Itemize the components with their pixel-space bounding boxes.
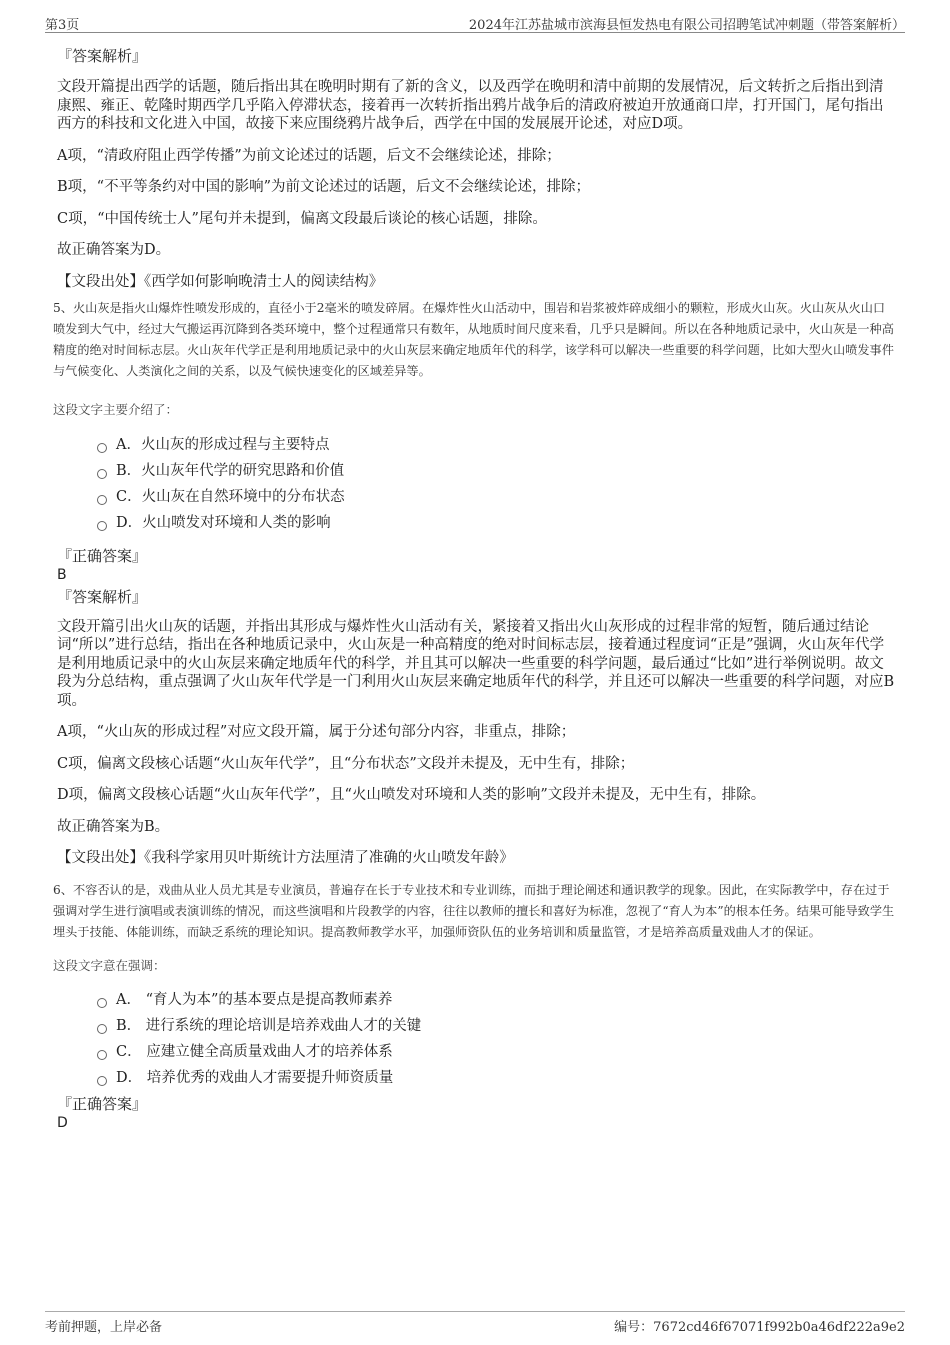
option-c-analysis: C项，偏离文段核心话题“火山灰年代学”，且“分布状态”文段并未提及，无中生有，排除； [57, 755, 635, 772]
page-content [53, 46, 895, 1135]
radio-icon[interactable] [97, 1050, 107, 1060]
option-a-analysis: A项，“火山灰的形成过程”对应文段开篇，属于分述句部分内容，非重点，排除； [57, 724, 576, 740]
option-c-analysis: C项，“中国传统士人”尾句并未提到，偏离文段最后谈论的核心话题，排除。 [57, 210, 547, 227]
page-footer [45, 1311, 905, 1336]
radio-icon[interactable] [97, 443, 107, 453]
correct-answer: D [57, 1115, 68, 1131]
option-d[interactable]: D．火山喷发对环境和人类的影响 [97, 513, 895, 533]
question-5-options [57, 435, 895, 533]
radio-icon[interactable] [97, 521, 107, 531]
option-b[interactable]: B． 进行系统的理论培训是培养戏曲人才的关键 [97, 1016, 895, 1036]
option-b-analysis: B项，“不平等条约对中国的影响”为前文论述过的话题，后文不会继续论述，排除； [57, 179, 590, 195]
answer-label: 『正确答案』 [57, 546, 148, 565]
option-d[interactable]: D． 培养优秀的戏曲人才需要提升师资质量 [97, 1068, 895, 1088]
analysis-text: 文段开篇引出火山灰的话题，并指出其形成与爆炸性火山活动有关，紧接着又指出火山灰形成的过程非常的短暂，随后通过结论词“所以”进行总结，指出在各种地质记录中，火山灰是一种高精度的绝对时间标志层，接着通过程度词“正是”强调，火山灰年代学是利用地质记录中的火山灰层来确定地质年代的科学，并且其可以解决一些重要的科学问题，最后通过“比如”进行举例说明。故文段为分总结构，重点强调了火山灰年代学是一门利用火山灰层来确定地质年代的科学，并且还可以解决一些重要的科学问题，对应B项。 [57, 618, 895, 709]
answer-conclusion: 故正确答案为D。 [57, 242, 171, 258]
radio-icon[interactable] [97, 1076, 107, 1086]
page-header [45, 12, 905, 33]
radio-icon[interactable] [97, 998, 107, 1008]
answer-conclusion: 故正确答案为B。 [57, 818, 170, 835]
source-note: 【文段出处】《我科学家用贝叶斯统计方法厘清了准确的火山喷发年龄》 [57, 850, 514, 866]
question-5-text: 5、火山灰是指火山爆炸性喷发形成的，直径小于2毫米的喷发碎屑。在爆炸性火山活动中，围岩和岩浆被炸碎成细小的颗粒，形成火山灰。火山灰从火山口喷发到大气中，经过大气搬运再沉降到各类环境中，整个过程通常只有数年，从地质时间尺度来看，几乎只是瞬间。所以在各种地质记录中，火山灰是一种高精度的绝对时间标志层。火山灰年代学正是利用地质记录中的火山灰层来确定地质年代的科学，该学科可以解决一些重要的科学问题，比如大型火山喷发事件与气候变化、人类演化之间的关系，以及气候快速变化的区域差异等。 [53, 300, 894, 378]
option-b[interactable]: B．火山灰年代学的研究思路和价值 [97, 461, 895, 481]
page-number: 第3页 [45, 18, 80, 33]
question-6-text: 6、不容否认的是，戏曲从业人员尤其是专业演员，普遍存在长于专业技术和专业训练，而拙于理论阐述和通识教学的现象。因此，在实际教学中，存在过于强调对学生进行演唱或表演训练的情况，而这些演唱和片段教学的内容，往往以教师的擅长和喜好为标准，忽视了“育人为本”的根本任务。结果可能导致学生埋头于技能、体能训练，而缺乏系统的理论知识。提高教师教学水平，加强师资队伍的业务培训和质量监管，才是培养高质量戏曲人才的保证。 [53, 883, 895, 939]
option-d-analysis: D项，偏离文段核心话题“火山灰年代学”，且“火山喷发对环境和人类的影响”文段并未提及，无中生有，排除。 [57, 787, 766, 803]
question-6-prompt: 这段文字意在强调： [53, 958, 166, 973]
document-title: 2024年江苏盐城市滨海县恒发热电有限公司招聘笔试冲刺题（带答案解析） [468, 18, 905, 33]
question-5-prompt: 这段文字主要介绍了： [53, 401, 179, 417]
analysis-label: 『答案解析』 [57, 587, 148, 606]
analysis-text: 文段开篇提出西学的话题，随后指出其在晚明时期有了新的含义，以及西学在晚明和清中前期的发展情况，后文转折之后指出到清康熙、雍正、乾隆时期西学几乎陷入停滞状态，接着再一次转折指出鸦片战争后的清政府被迫开放通商口岸，打开国门，尾句指出西方的科技和文化进入中国，故接下来应围绕鸦片战争后，西学在中国的发展展开论述，对应D项。 [57, 79, 884, 132]
footer-slogan: 考前押题，上岸必备 [45, 1320, 163, 1335]
radio-icon[interactable] [97, 495, 107, 505]
option-a-analysis: A项，“清政府阻止西学传播”为前文论述过的话题，后文不会继续论述，排除； [57, 147, 561, 164]
answer-label: 『正确答案』 [57, 1095, 148, 1113]
option-a[interactable]: A． “育人为本”的基本要点是提高教师素养 [97, 990, 895, 1010]
option-c[interactable]: C． 应建立健全高质量戏曲人才的培养体系 [97, 1042, 895, 1062]
source-note: 【文段出处】《西学如何影响晚清士人的阅读结构》 [57, 273, 384, 290]
correct-answer: B [57, 566, 67, 583]
option-c[interactable]: C．火山灰在自然环境中的分布状态 [97, 487, 895, 507]
radio-icon[interactable] [97, 469, 107, 479]
question-6-options [57, 990, 895, 1088]
radio-icon[interactable] [97, 1024, 107, 1034]
document-code: 编号：7672cd46f67071f992b0a46df222a9e2 [614, 1320, 905, 1335]
analysis-label: 『答案解析』 [57, 47, 148, 65]
option-a[interactable]: A．火山灰的形成过程与主要特点 [97, 435, 895, 455]
